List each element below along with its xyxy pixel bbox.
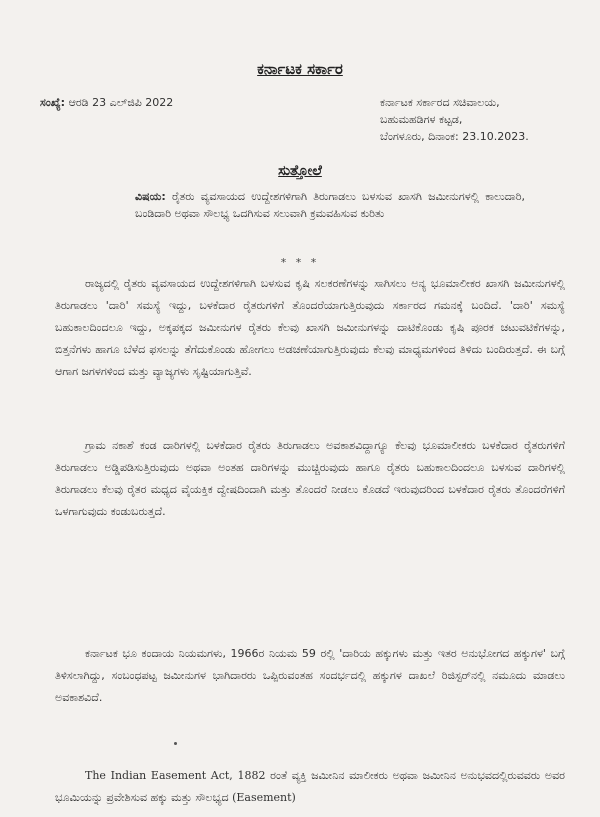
government-heading: ಕರ್ನಾಟಕ ಸರ್ಕಾರ xyxy=(257,60,343,78)
circular-title: ಸುತ್ತೋಲೆ xyxy=(278,163,322,179)
office-address xyxy=(380,94,580,145)
body-paragraph-4: The Indian Easement Act, 1882 ರಂತೆ ವ್ಯಕ್ತಿ ಜಮೀನಿನ ಮಾಲೀಕರು ಅಥವಾ ಜಮೀನಿನ ಅನುಭವದಲ್ಲಿರುವವರು ಅವರ ಭೂಮಿಯನ್ನು ಪ್ರವೇಶಿಸುವ ಹಕ್ಕು ಮತ್ತು ಸೌಲಭ್ಯದ (Easement) xyxy=(55,769,565,804)
order-number-value: ಆರ‍ಡಿ 23 ಎಲ್‌ಜಿಪಿ 2022 xyxy=(68,96,174,109)
address-line: ಕರ್ನಾಟಕ ಸರ್ಕಾರದ ಸಚಿವಾಲಯ, xyxy=(380,96,500,109)
subject-text: ರೈತರು ವ್ಯವಸಾಯದ ಉದ್ದೇಶಗಳಿಗಾಗಿ ತಿರುಗಾಡಲು ಬಳಸುವ ಖಾಸಗಿ ಜಮೀನುಗಳಲ್ಲಿ ಕಾಲುದಾರಿ, ಬಂಡಿದಾರಿ ಅಥವಾ ಸೌಲಭ್ಯ ಒದಗಿಸುವ ಸಲುವಾಗಿ ಕ್ರಮವಹಿಸುವ ಕುರಿತು xyxy=(135,190,525,220)
address-date-line: ಬೆಂಗಳೂರು, ದಿನಾಂಕ: 23.10.2023. xyxy=(380,130,529,143)
subject-block xyxy=(135,188,525,222)
section-separator: * * * xyxy=(280,256,320,269)
body-paragraph-2: ಗ್ರಾಮ ನಕಾಶೆ ಕಂಡ ದಾರಿಗಳಲ್ಲಿ ಬಳಕೆದಾರ ರೈತರು ತಿರುಗಾಡಲು ಅವಕಾಶವಿದ್ದಾಗ್ಯೂ ಕೆಲವು ಭೂಮಾಲೀಕರು ಬಳಕೆದಾರ ರೈತರುಗಳಿಗೆ ತಿರುಗಾಡಲು ಅಡ್ಡಿಪಡಿಸುತ್ತಿರುವುದು ಅಥವಾ ಅಂತಹ ದಾರಿಗಳನ್ನು ಮುಚ್ಚಿರುವುದು ಹಾಗೂ ರೈತರು ಬಹುಕಾಲದಿಂದಲೂ ಬಳಸುವ ದಾರಿಗಳಲ್ಲಿ ತಿರುಗಾಡಲು ಕೆಲವು ರೈತರ ಮಧ್ಯದ ವೈಯಕ್ತಿಕ ದ್ವೇಷದಿಂದಾಗಿ ಮತ್ತು ತೊಂದರೆ ನೀಡಲು ಕೊಡದೆ ಇರುವುದರಿಂದ ಬಳಕೆದಾರ ರೈತರು ತೊಂದರೆಗಳಿಗೆ ಒಳಗಾಗುವುದು ಕಂಡುಬರುತ್ತದೆ. xyxy=(55,439,565,518)
ink-dot xyxy=(174,742,177,745)
address-line: ಬಹುಮಹಡಿಗಳ ಕಟ್ಟಡ, xyxy=(380,113,463,126)
order-number xyxy=(40,96,173,110)
body-paragraph-3: ಕರ್ನಾಟಕ ಭೂ ಕಂದಾಯ ನಿಯಮಗಳು, 1966ರ ನಿಯಮ 59 ರಲ್ಲಿ 'ದಾರಿಯ ಹಕ್ಕುಗಳು ಮತ್ತು ಇತರ ಅನುಭೋಗದ ಹಕ್ಕುಗಳ' ಬಗ್ಗೆ ತಿಳಿಸಲಾಗಿದ್ದು, ಸಂಬಂಧಪಟ್ಟ ಜಮೀನುಗಳ ಭಾಗಿದಾರರು ಒಪ್ಪಿರುವಂತಹ ಸಂದರ್ಭದಲ್ಲಿ ಹಕ್ಕುಗಳ ದಾಖಲೆ ರಿಜಿಸ್ಟರ್‌ನಲ್ಲಿ ನಮೂದು ಮಾಡಲು ಅವಕಾಶವಿದೆ. xyxy=(55,647,565,704)
order-number-label: ಸಂಖ್ಯೆ: xyxy=(40,96,66,109)
body-paragraph-1: ರಾಜ್ಯದಲ್ಲಿ ರೈತರು ವ್ಯವಸಾಯದ ಉದ್ದೇಶಗಳಿಗಾಗಿ ಬಳಸುವ ಕೃಷಿ ಸಲಕರಣೆಗಳನ್ನು ಸಾಗಿಸಲು ಅನ್ಯ ಭೂಮಾಲೀಕರ ಖಾಸಗಿ ಜಮೀನುಗಳಲ್ಲಿ ತಿರುಗಾಡಲು 'ದಾರಿ' ಸಮಸ್ಯೆ ಇದ್ದು, ಬಳಕೆದಾರ ರೈತರುಗಳಿಗೆ ತೊಂದರೆಯಾಗುತ್ತಿರುವುದು ಸರ್ಕಾರದ ಗಮನಕ್ಕೆ ಬಂದಿದೆ. 'ದಾರಿ' ಸಮಸ್ಯೆ ಬಹುಕಾಲದಿಂದಲೂ ಇದ್ದು, ಅಕ್ಕಪಕ್ಕದ ಜಮೀನುಗಳ ರೈತರು ಕೆಲವು ಖಾಸಗಿ ಜಮೀನುಗಳನ್ನು ದಾಟಿಕೊಂಡು ಕೃಷಿ ಪೂರಕ ಚಟುವಟಿಕೆಗಳನ್ನು, ಬಿತ್ತನೆಗಳು ಹಾಗೂ ಬೆಳೆದ ಫಸಲನ್ನು ತೆಗೆದುಕೊಂಡು ಹೋಗಲು ಅಡಚಣೆಯಾಗುತ್ತಿರುವುದು ಕೆಲವು ಮಾಧ್ಯಮಗಳಿಂದ ತಿಳಿದು ಬಂದಿರುತ್ತದೆ. ಈ ಬಗ್ಗೆ ಆಗಾಗ ಜಗಳಗಳಿಂದ ಮತ್ತು ವ್ಯಾಜ್ಯಗಳು ಸೃಷ್ಟಿಯಾಗುತ್ತಿವೆ. xyxy=(55,277,565,378)
subject-label: ವಿಷಯ: xyxy=(135,190,166,203)
